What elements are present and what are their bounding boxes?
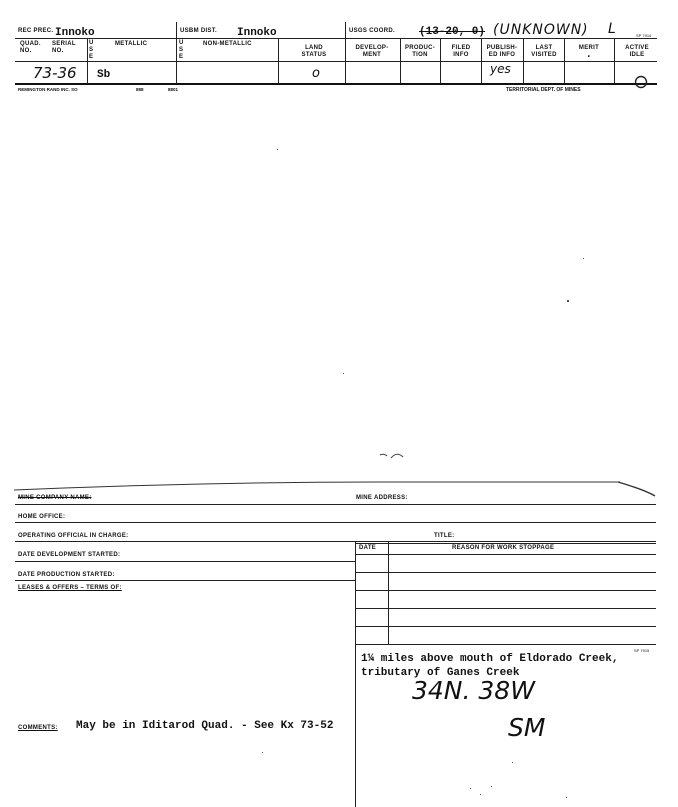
scan-speck — [512, 762, 513, 763]
active-idle-circle-mark — [634, 74, 650, 90]
home-office-label: HOME OFFICE: — [18, 514, 66, 520]
top-rule — [15, 38, 657, 39]
published-info-header: PUBLISH- ED INFO — [486, 45, 518, 58]
production-header: PRODUC- TION — [404, 45, 436, 58]
development-header: DEVELOP- MENT — [355, 45, 389, 58]
metallic-value: Sb — [97, 69, 111, 81]
serial-no-header: SERIAL NO. — [52, 41, 76, 54]
title-label: TITLE: — [434, 533, 455, 539]
location-line-2: tributary of Ganes Creek — [361, 667, 520, 679]
usgs-coord-struck: (13-20, 0) — [419, 26, 486, 38]
mine-company-label: MINE COMPANY NAME: — [18, 495, 92, 501]
merit-mark: • — [587, 54, 591, 60]
active-idle-header: ACTIVE IDLE — [625, 45, 649, 58]
mine-address-label: MINE ADDRESS: — [356, 495, 408, 501]
usgs-coord-handwritten: (UNKNOWN) — [493, 22, 589, 38]
corner-letter: L — [608, 21, 616, 37]
filed-info-header: FILED INFO — [451, 45, 471, 58]
scan-speck — [566, 797, 567, 798]
footer-code-2: 8801 — [168, 87, 179, 92]
card-edge-curves — [0, 476, 678, 500]
scan-speck — [480, 794, 481, 795]
usbm-dist-value: Innoko — [237, 27, 277, 39]
use-header-2: U S E — [179, 40, 184, 60]
scan-speck — [343, 373, 344, 374]
form-number-top: SP 7914 — [636, 33, 652, 38]
operating-official-label: OPERATING OFFICIAL IN CHARGE: — [18, 533, 129, 539]
leases-label: LEASES & OFFERS – TERMS OF: — [18, 585, 122, 591]
use-header-1: U S E — [89, 40, 94, 60]
header-rule — [15, 61, 657, 62]
footer-printer: REMINGTON RAND INC. SO — [18, 87, 78, 92]
usgs-coord-label: USGS COORD. — [349, 28, 395, 34]
prod-started-label: DATE PRODUCTION STARTED: — [18, 572, 115, 578]
date-header: DATE — [359, 545, 377, 551]
published-info-value: yes — [490, 62, 511, 76]
rec-prec-label: REC PREC. — [18, 28, 54, 34]
comments-value: May be in Iditarod Quad. - See Kx 73-52 — [76, 720, 334, 732]
meridian-handwritten: SM — [508, 713, 546, 742]
scan-speck — [470, 788, 471, 789]
scan-speck — [262, 752, 263, 753]
scan-speck — [491, 786, 492, 787]
dev-started-label: DATE DEVELOPMENT STARTED: — [18, 552, 121, 558]
footer-code-1: 888 — [136, 87, 144, 92]
merit-header: MERIT — [578, 45, 600, 51]
reason-header: REASON FOR WORK STOPPAGE — [452, 545, 555, 551]
scan-smudge — [378, 445, 408, 461]
rec-prec-value: Innoko — [55, 27, 95, 39]
scan-speck — [277, 149, 278, 150]
last-visited-header: LAST VISITED — [531, 45, 557, 58]
right-panel-divider — [355, 541, 356, 807]
non-metallic-header: NON-METALLIC — [203, 41, 252, 47]
scan-speck — [567, 300, 569, 302]
comments-label: COMMENTS: — [18, 725, 58, 731]
land-status-header: LAND STATUS — [301, 45, 327, 58]
location-line-1: 1¼ miles above mouth of Eldorado Creek, — [361, 653, 619, 665]
form-number-bottom: SP 7915 — [634, 648, 650, 653]
township-range-handwritten: 34N. 38W — [412, 676, 535, 705]
scan-speck — [583, 258, 584, 259]
quad-no-header: QUAD. NO. — [20, 41, 41, 54]
metallic-header: METALLIC — [115, 41, 148, 47]
quad-serial-value: 73-36 — [33, 64, 77, 82]
footer-territorial-dept: TERRITORIAL DEPT. OF MINES — [506, 87, 581, 93]
row-rule — [15, 83, 657, 85]
usbm-dist-label: USBM DIST. — [180, 28, 218, 34]
land-status-value: o — [312, 66, 320, 81]
